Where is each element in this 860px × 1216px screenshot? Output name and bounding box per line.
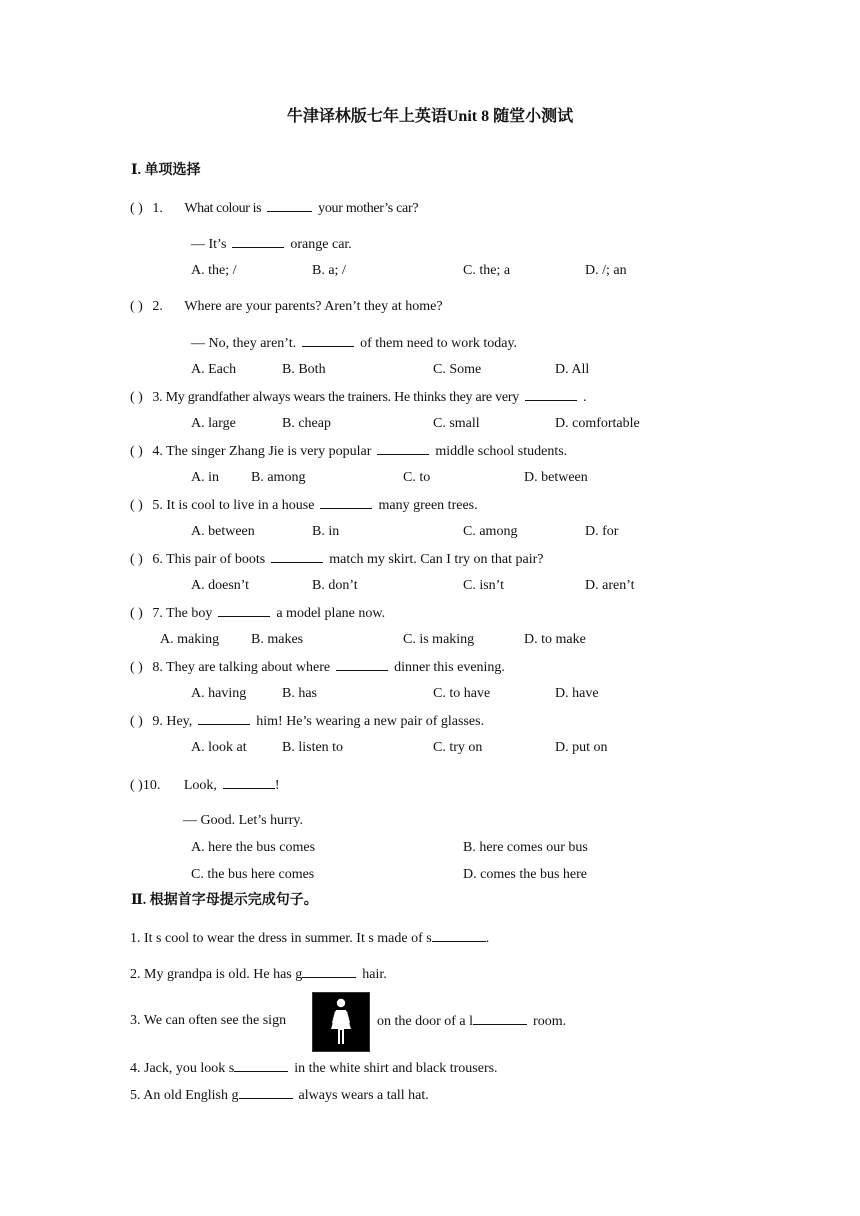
question-text: a model plane now. — [276, 606, 386, 621]
option-c[interactable]: C. try on — [433, 740, 483, 755]
answer-blank[interactable] — [239, 1086, 293, 1099]
answer-blank[interactable] — [223, 776, 275, 789]
question-1 — [130, 199, 418, 218]
sentence-text: hair. — [362, 967, 387, 982]
option-a[interactable]: A. making — [160, 632, 220, 647]
option-c[interactable]: C. among — [463, 524, 518, 539]
answer-blank[interactable] — [218, 604, 270, 617]
question-text: middle school students. — [435, 444, 568, 459]
question-text: match my skirt. Can I try on that pair? — [329, 552, 544, 567]
section-2-heading: Ⅱ. 根据首字母提示完成句子。 — [131, 893, 318, 908]
question-text: 5. It is cool to live in a house — [152, 498, 315, 513]
option-d[interactable]: D. comes the bus here — [463, 867, 588, 882]
option-a[interactable]: A. here the bus comes — [191, 840, 316, 855]
sentence-3-end — [377, 1012, 566, 1031]
option-a[interactable]: A. Each — [191, 362, 237, 377]
answer-paren[interactable]: ( ) — [130, 660, 143, 675]
option-d[interactable]: D. comfortable — [555, 416, 640, 431]
answer-paren[interactable]: ( ) — [130, 299, 143, 314]
answer-text: — No, they aren’t. — [191, 336, 297, 351]
answer-blank[interactable] — [525, 388, 577, 401]
answer-paren[interactable]: ( ) — [130, 606, 143, 621]
question-4 — [130, 442, 567, 461]
option-c[interactable]: C. Some — [433, 362, 482, 377]
question-text: 9. Hey, — [152, 714, 193, 729]
option-b[interactable]: B. Both — [282, 362, 326, 377]
option-c[interactable]: C. the bus here comes — [191, 867, 315, 882]
question-number: 2. — [152, 299, 163, 314]
option-a[interactable]: A. in — [191, 470, 219, 485]
answer-blank[interactable] — [232, 235, 284, 248]
option-c[interactable]: C. is making — [403, 632, 475, 647]
option-b[interactable]: B. don’t — [312, 578, 358, 593]
option-d[interactable]: D. All — [555, 362, 590, 377]
answer-blank[interactable] — [302, 965, 356, 978]
female-restroom-icon — [312, 992, 370, 1052]
question-5 — [130, 496, 478, 515]
answer-paren[interactable]: ( ) — [130, 714, 143, 729]
option-b[interactable]: B. here comes our bus — [463, 840, 588, 855]
sentence-4 — [130, 1059, 498, 1078]
question-7 — [130, 604, 385, 623]
option-c[interactable]: C. to have — [433, 686, 491, 701]
sentence-text: 5. An old English g — [130, 1088, 239, 1103]
option-a[interactable]: A. look at — [191, 740, 247, 755]
option-d[interactable]: D. put on — [555, 740, 608, 755]
option-a[interactable]: A. having — [191, 686, 247, 701]
option-a[interactable]: A. large — [191, 416, 236, 431]
answer-paren[interactable]: ( ) — [130, 390, 143, 405]
option-d[interactable]: D. /; an — [585, 263, 627, 278]
option-d[interactable]: D. to make — [524, 632, 586, 647]
option-a[interactable]: A. doesn’t — [191, 578, 250, 593]
option-d[interactable]: D. for — [585, 524, 619, 539]
question-text: your mother’s car? — [318, 201, 419, 216]
sentence-text: 1. It s cool to wear the dress in summer. It s made of s — [130, 931, 432, 946]
question-text: Look, — [183, 778, 217, 793]
answer-blank[interactable] — [377, 442, 429, 455]
question-text: 7. The boy — [152, 606, 213, 621]
sentence-text: room. — [533, 1014, 567, 1029]
question-9 — [130, 712, 484, 731]
answer-blank[interactable] — [473, 1012, 527, 1025]
question-text: 3. My grandfather always wears the trainers. He thinks they are very — [152, 390, 520, 405]
option-b[interactable]: B. a; / — [312, 263, 346, 278]
question-text: many green trees. — [378, 498, 478, 513]
sentence-3-start: 3. We can often see the sign — [130, 1013, 287, 1028]
option-d[interactable]: D. have — [555, 686, 599, 701]
question-text: dinner this evening. — [394, 660, 505, 675]
option-b[interactable]: B. among — [251, 470, 306, 485]
question-10 — [130, 776, 280, 795]
sentence-text: 4. Jack, you look s — [130, 1061, 235, 1076]
answer-blank[interactable] — [336, 658, 388, 671]
sentence-text: . — [485, 931, 490, 946]
answer-blank[interactable] — [267, 199, 312, 212]
option-b[interactable]: B. cheap — [282, 416, 331, 431]
sentence-text: always wears a tall hat. — [298, 1088, 429, 1103]
answer-blank[interactable] — [320, 496, 372, 509]
answer-text: — It’s — [191, 237, 227, 252]
sentence-text: 2. My grandpa is old. He has g — [130, 967, 303, 982]
option-c[interactable]: C. the; a — [463, 263, 511, 278]
question-number: 1. — [152, 201, 163, 216]
question-text: 6. This pair of boots — [152, 552, 266, 567]
sentence-2 — [130, 965, 387, 984]
question-10-answer: — Good. Let’s hurry. — [183, 813, 304, 828]
question-text: him! He’s wearing a new pair of glasses. — [256, 714, 485, 729]
answer-paren[interactable]: ( ) — [130, 498, 143, 513]
question-3 — [130, 388, 587, 407]
answer-text: orange car. — [290, 237, 352, 252]
option-a[interactable]: A. the; / — [191, 263, 237, 278]
question-text: 4. The singer Zhang Jie is very popular — [152, 444, 372, 459]
option-d[interactable]: D. between — [524, 470, 588, 485]
answer-paren[interactable]: ( ) — [130, 552, 143, 567]
option-d[interactable]: D. aren’t — [585, 578, 635, 593]
question-8 — [130, 658, 505, 677]
option-a[interactable]: A. between — [191, 524, 255, 539]
question-2 — [130, 298, 443, 316]
option-b[interactable]: B. makes — [251, 632, 304, 647]
answer-blank[interactable] — [271, 550, 323, 563]
question-2-answer — [191, 334, 517, 353]
answer-paren[interactable]: ( ) — [130, 444, 143, 459]
answer-paren[interactable]: ( )10. — [130, 778, 161, 793]
question-6 — [130, 550, 543, 569]
option-c[interactable]: C. to — [403, 470, 431, 485]
sentence-text: on the door of a l — [377, 1014, 474, 1029]
sentence-5 — [130, 1086, 429, 1105]
answer-blank[interactable] — [234, 1059, 288, 1072]
section-1-heading: Ⅰ. 单项选择 — [131, 163, 201, 178]
option-b[interactable]: B. listen to — [282, 740, 344, 755]
answer-blank[interactable] — [432, 929, 486, 942]
page-title: 牛津译林版七年上英语Unit 8 随堂小测试 — [286, 108, 574, 125]
answer-blank[interactable] — [198, 712, 250, 725]
question-text: ! — [274, 778, 280, 793]
answer-paren[interactable]: ( ) — [130, 201, 143, 216]
question-text: What colour is — [184, 201, 262, 216]
question-text: . — [583, 390, 587, 405]
answer-blank[interactable] — [302, 334, 354, 347]
question-1-answer — [191, 235, 352, 254]
question-text: Where are your parents? Aren’t they at home? — [184, 299, 443, 314]
option-b[interactable]: B. in — [312, 524, 340, 539]
option-c[interactable]: C. small — [433, 416, 480, 431]
question-text: 8. They are talking about where — [152, 660, 331, 675]
sentence-text: in the white shirt and black trousers. — [294, 1061, 498, 1076]
option-c[interactable]: C. isn’t — [463, 578, 504, 593]
sentence-1 — [130, 929, 489, 948]
option-b[interactable]: B. has — [282, 686, 317, 701]
answer-text: of them need to work today. — [360, 336, 518, 351]
